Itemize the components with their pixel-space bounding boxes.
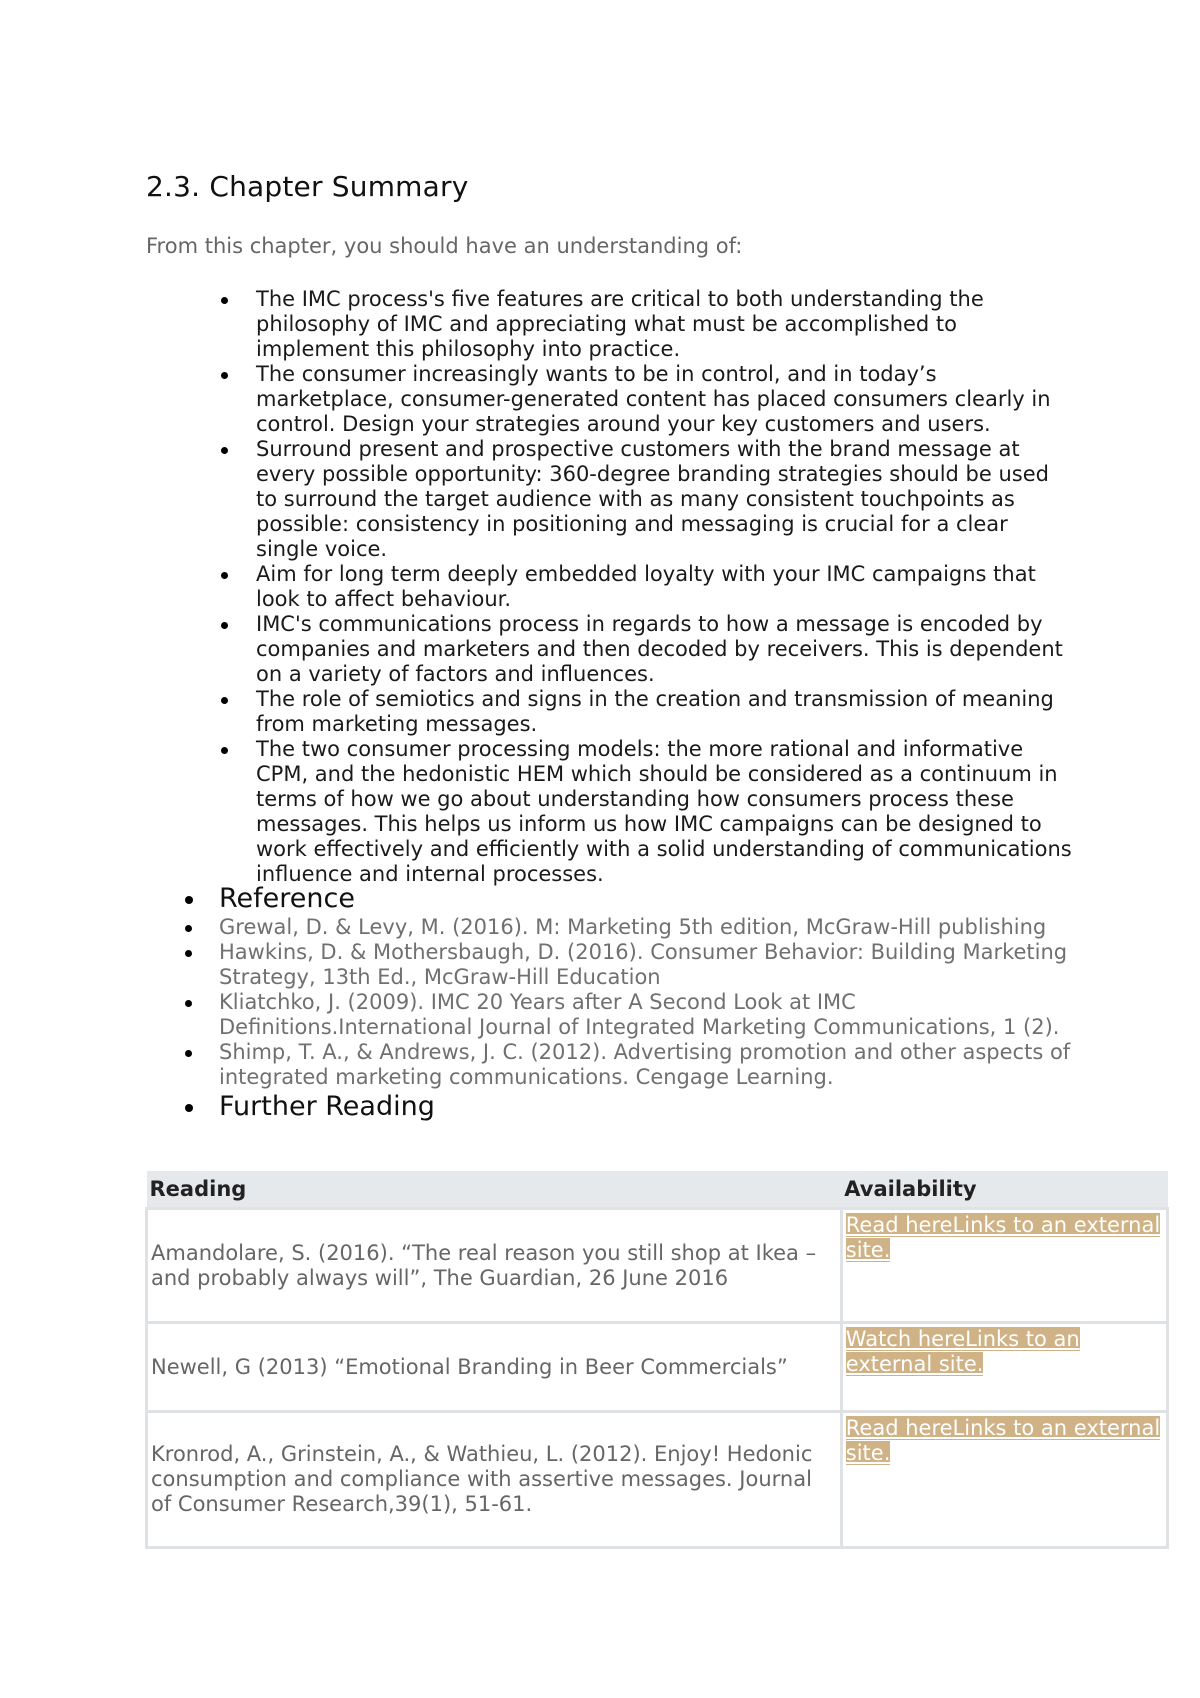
availability-cell xyxy=(841,1209,1167,1323)
availability-cell xyxy=(841,1323,1167,1412)
table-row xyxy=(147,1323,1168,1412)
reference-item: Shimp, T. A., & Andrews, J. C. (2012). Advertising promotion and other aspects of integrated marketing communications. Cengage Learning. xyxy=(219,1040,1089,1090)
column-header-reading: Reading xyxy=(147,1171,842,1209)
external-link-label: Links to an external site. xyxy=(845,1416,1161,1465)
table-row xyxy=(147,1412,1168,1548)
watch-here-link[interactable] xyxy=(846,1327,1080,1376)
reading-cell: Kronrod, A., Grinstein, A., & Wathieu, L. (2012). Enjoy! Hedonic consumption and compliance with assertive messages. Journal of Consumer Research,39(1), 51-61. xyxy=(147,1412,842,1548)
table-header-row xyxy=(147,1171,1168,1209)
read-here-link[interactable] xyxy=(846,1416,1160,1465)
availability-cell xyxy=(841,1412,1167,1548)
link-label: Read here xyxy=(845,1416,953,1440)
reference-item: Kliatchko, J. (2009). IMC 20 Years after A Second Look at IMC Definitions.International Journal of Integrated Marketing Communications, 1 (2). xyxy=(219,990,1089,1040)
summary-list xyxy=(256,287,1076,887)
reading-cell: Newell, G (2013) “Emotional Branding in Beer Commercials” xyxy=(147,1323,842,1412)
further-reading-heading: Further Reading xyxy=(219,1090,1089,1123)
link-label: Watch here xyxy=(845,1327,966,1351)
reference-item: Grewal, D. & Levy, M. (2016). M: Marketing 5th edition, McGraw-Hill publishing xyxy=(219,915,1089,940)
list-item: The two consumer processing models: the more rational and informative CPM, and the hedonistic HEM which should be considered as a continuum in terms of how we go about understanding how consumers process these messages. This helps us inform us how IMC campaigns can be designed to work effectively and efficiently with a solid understanding of communications influence and internal processes. xyxy=(256,737,1076,887)
further-reading-table xyxy=(145,1171,1169,1549)
intro-text: From this chapter, you should have an understanding of: xyxy=(146,234,743,258)
external-link-label: Links to an external site. xyxy=(845,1213,1161,1262)
link-label: Read here xyxy=(845,1213,953,1237)
page-title: 2.3. Chapter Summary xyxy=(146,170,469,203)
reference-heading: Reference xyxy=(219,882,1089,915)
reference-item: Hawkins, D. & Mothersbaugh, D. (2016). Consumer Behavior: Building Marketing Strategy, 13th Ed., McGraw-Hill Education xyxy=(219,940,1089,990)
table-row xyxy=(147,1209,1168,1323)
list-item: Aim for long term deeply embedded loyalty with your IMC campaigns that look to affect behaviour. xyxy=(256,562,1076,612)
list-item: The role of semiotics and signs in the creation and transmission of meaning from marketing messages. xyxy=(256,687,1076,737)
list-item: The IMC process's five features are critical to both understanding the philosophy of IMC and appreciating what must be accomplished to implement this philosophy into practice. xyxy=(256,287,1076,362)
reading-cell: Amandolare, S. (2016). “The real reason you still shop at Ikea – and probably always will”, The Guardian, 26 June 2016 xyxy=(147,1209,842,1323)
list-item: The consumer increasingly wants to be in control, and in today’s marketplace, consumer-generated content has placed consumers clearly in control. Design your strategies around your key customers and users. xyxy=(256,362,1076,437)
references-list xyxy=(219,882,1089,1123)
column-header-availability: Availability xyxy=(841,1171,1167,1209)
external-link-label: Links to an external site. xyxy=(845,1327,1080,1376)
list-item: IMC's communications process in regards to how a message is encoded by companies and marketers and then decoded by receivers. This is dependent on a variety of factors and influences. xyxy=(256,612,1076,687)
list-item: Surround present and prospective customers with the brand message at every possible opportunity: 360-degree branding strategies should be used to surround the target audience with as many consistent touchpoints as possible: consistency in positioning and messaging is crucial for a clear single voice. xyxy=(256,437,1076,562)
read-here-link[interactable] xyxy=(846,1213,1160,1262)
